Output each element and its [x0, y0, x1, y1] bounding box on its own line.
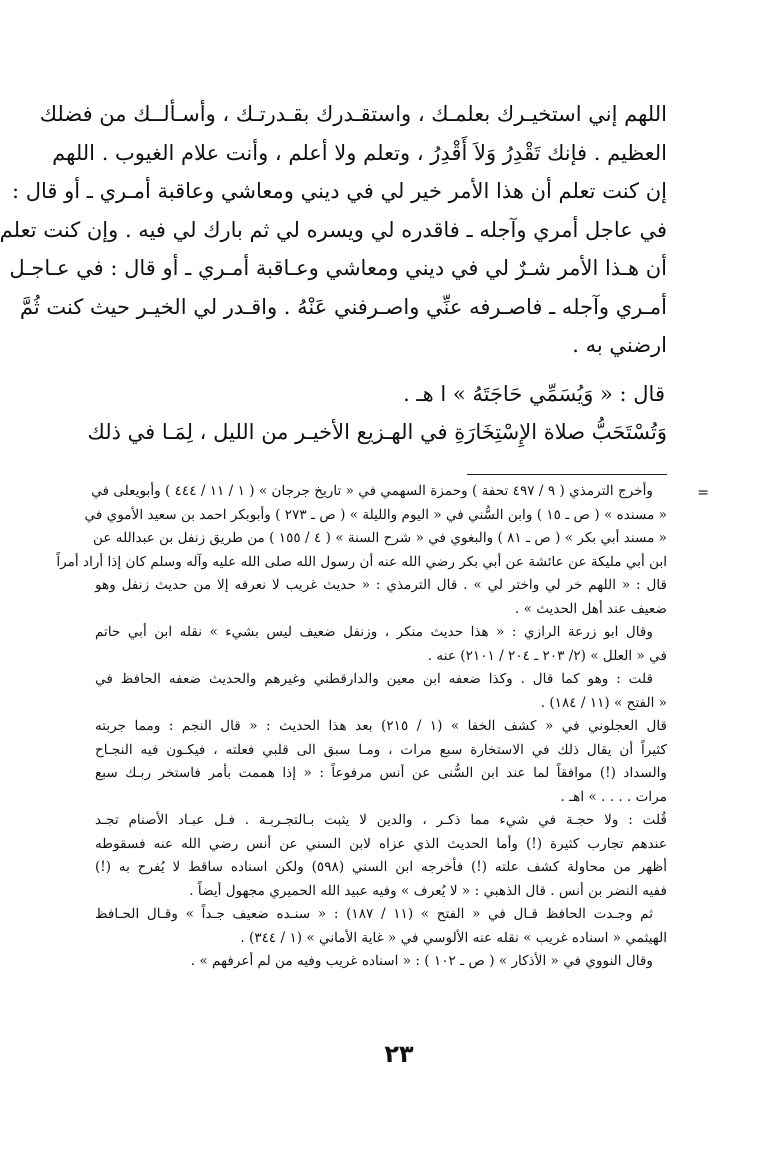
main-text — [0, 95, 667, 452]
footnote-line-14: مرات . . . . » اهـ . — [560, 788, 667, 805]
footnote-line-12: كثيراً أن يقال ذلك في الاستخارة سبع مرات ، ومـا سبق الى قلبي فعلته ، فيكـون فيه النجـاح — [95, 741, 667, 758]
footnote-line-15: قُلت : ولا حجـة في شيء مما ذكـر ، والدين لا يثبت بـالتجـربـة . فـل عبـاد الأصنام تجـد — [95, 812, 667, 828]
main-line-2: العظيم . فإنك تَقْدِرُ وَلاَ أَقْدِرُ ، وتعلم ولا أعلم ، وأنت علام الغيوب . اللهم — [52, 140, 667, 165]
main-line-1: اللهم إني استخيـرك بعلمـك ، واستقـدرك بقـدرتـك ، وأسـألــك من فضلك — [39, 102, 667, 126]
footnote-line-6: ضعيف عند أهل الحديث » . — [514, 600, 667, 617]
footnote-line-20: الهيثمي « اسناده غريب » نقله عنه الألوسي في « غاية الأماني » (١ / ٣٤٤) . — [240, 929, 667, 946]
footnote-line-9: قلت : وهو كما قال . وكذا ضعفه ابن معين والدارقطني وغيرهم والحديث ضعفه الحافظ في — [95, 671, 653, 687]
footnote-separator — [467, 474, 667, 475]
footnote-line-18: ففيه النضر بن أنس . قال الذهبي : « لا يُعرف » وفيه عبيد الله الحميري مجهول أيضاً . — [189, 882, 667, 899]
footnote-marker: = — [697, 485, 709, 501]
main-line-5: أن هـذا الأمر شـرٌ لي في ديني ومعاشي وعـاقبة أمـري ـ أو قال : في عـاجـل — [9, 256, 667, 280]
main-line-4: في عاجل أمري وآجله ـ فاقدره لي ويسره لي ثم بارك لي فيه . وإن كنت تعلم — [0, 217, 667, 242]
main-line-7: ارضني به . — [572, 333, 667, 357]
footnote-line-8: في « العلل » (٢/ ٢٠٣ ـ ٢٠٤ / ٢١٠١) عنه . — [427, 647, 667, 664]
main-line-6: أمـري وآجله ـ فاصـرفه عنِّي واصـرفني عَنْهُ . واقـدر لي الخيـر حيث كنت ثُمَّ — [19, 294, 667, 319]
footnote-line-1: وأخرج الترمذي ( ٩ / ٤٩٧ تحفة ) وحمزة السهمي في « تاريخ جرجان » ( ١ / ١١ / ٤٤٤ ) وأبويعلى في — [91, 483, 653, 499]
main-line-9: وَتُسْتَحَبُّ صلاة الإِسْتِخَارَةِ في الهـزيع الأخيـر من الليل ، لِمَـا في ذلك — [87, 420, 667, 444]
footnote-line-7: وقال ابو زرعة الرازي : « هذا حديث منكر ، وزنفل ضعيف ليس بشيء » نقله ابن أبي حاتم — [95, 624, 653, 640]
footnote-line-3: « مسند أبي بكر » ( ص ـ ٨١ ) والبغوي في « شرح السنة » ( ٤ / ١٥٥ ) من طريق زنفل بن عبدالله عن — [93, 530, 667, 546]
footnote-line-10: « الفتح » (١١ / ١٨٤) . — [540, 694, 667, 711]
main-line-8: قال : « وَيُسَمِّي حَاجَتَهُ » ا هـ . — [403, 381, 665, 406]
footnote-line-11: قال العجلوني في « كشف الخفا » (١ / ٢١٥) بعد هذا الحديث : « قال النجم : ومما جربته — [95, 718, 667, 734]
page-number: ٢٣ — [384, 1040, 414, 1068]
footnote-line-19: ثم وجـدت الحافظ قـال في « الفتح » (١١ / ١٨٧) : « سنـده ضعيف جـداً » وقـال الحـافظ — [95, 906, 653, 922]
footnote-line-17: أظهر من محاولة كشف علته (!) فأخرجه ابن السني (٥٩٨) ولكن اسناده ساقط لا يُفرح به (!) — [95, 859, 667, 875]
footnotes — [56, 480, 667, 974]
footnote-line-13: والسداد (!) موافقاً لما عند ابن السُّنى عن أنس مرفوعاً : « إذا هممت بأمر فاستخر ربـك سبع — [95, 765, 667, 781]
footnote-line-5: قال : « اللهم خر لي واختر لي » . قال الترمذي : « حديث غريب لا نعرفه إلا من حديث زنفل وهو — [95, 577, 667, 593]
footnote-line-16: عندهم تجارب كثيرة (!) وأما الحديث الذي عزاه لابن السني عن أنس رضي الله عنه فسقوطه — [95, 835, 667, 852]
footnote-line-2: « مسنده » ( ص ـ ١٥ ) وابن السُّني في « اليوم والليلة » ( ص ـ ٢٧٣ ) وأبوبكر احمد بن سعيد الأموي في — [84, 506, 667, 523]
main-line-3: إن كنت تعلم أن هذا الأمر خير لي في ديني ومعاشي وعاقبة أمـري ـ أو قال : — [11, 179, 667, 203]
footnote-line-4: ابن أبي مليكة عن عائشة عن أبي بكر رضي الله عنه أن رسول الله صلى الله عليه وآله وسلم كان إذا أراد أمراً — [56, 553, 667, 570]
footnote-line-21: وقال النووي في « الأذكار » ( ص ـ ١٠٢ ) : « اسناده غريب وفيه من لم أعرفهم » . — [190, 953, 653, 969]
